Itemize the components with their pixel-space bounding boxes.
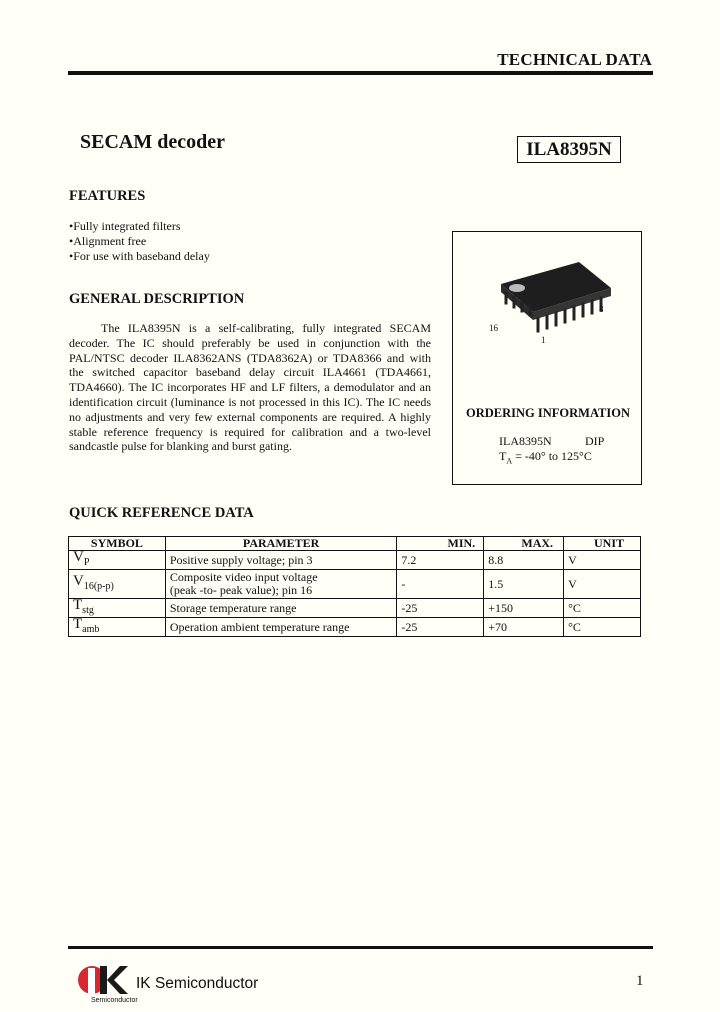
order-part: ILA8395N: [499, 434, 552, 448]
row-unit: °C: [564, 618, 641, 637]
pin-8-label: 8: [599, 304, 604, 314]
table-row: [69, 570, 641, 599]
row-symbol: $T_{amb}$: [69, 618, 166, 637]
pin-16-label: 16: [489, 323, 498, 333]
row-max: 1.5: [484, 570, 564, 599]
table-row: [69, 618, 641, 637]
pin-1-label: 1: [541, 335, 546, 345]
row-unit: °C: [564, 599, 641, 618]
features-heading: FEATURES: [69, 188, 146, 204]
row-max: +150: [484, 599, 564, 618]
part-number-box: ILA8395N: [517, 136, 621, 163]
description-heading: GENERAL DESCRIPTION: [69, 291, 245, 307]
col-parameter: PARAMETER: [165, 537, 396, 551]
row-max: +70: [484, 618, 564, 637]
feature-item: •Fully integrated filters: [69, 219, 181, 233]
page-number: 1: [636, 973, 644, 989]
feature-item: •For use with baseband delay: [69, 248, 210, 263]
logo-lettering: IK: [76, 962, 78, 963]
col-symbol: SYMBOL: [69, 537, 166, 551]
row-unit: V: [564, 570, 641, 599]
package-box: [452, 231, 642, 485]
temp-subscript: A: [506, 456, 513, 466]
logo-subtitle: Semiconductor: [91, 997, 138, 1004]
row-symbol: $V_P$: [69, 551, 166, 570]
row-parameter: Storage temperature range: [165, 599, 396, 618]
row-min: 7.2: [397, 551, 484, 570]
row-symbol: $V_{16(p-p)}$: [69, 570, 166, 599]
dip-package-icon: [483, 252, 623, 352]
row-min: -: [397, 570, 484, 599]
product-title: SECAM decoder: [80, 131, 225, 153]
row-parameter: Composite video input voltage (peak -to- peak value); pin 16: [165, 570, 396, 599]
row-min: -25: [397, 618, 484, 637]
feature-item: •Alignment free: [69, 233, 147, 248]
quick-ref-heading: QUICK REFERENCE DATA: [69, 505, 254, 521]
table-row: [69, 551, 641, 570]
row-max: 8.8: [484, 551, 564, 570]
features-list: [69, 219, 210, 263]
header-title: TECHNICAL DATA: [497, 50, 652, 69]
order-temperature: [499, 449, 592, 465]
col-unit: UNIT: [564, 537, 641, 551]
row-min: -25: [397, 599, 484, 618]
temp-range: = -40° to 125°C: [515, 449, 592, 463]
footer-rule: [68, 946, 653, 949]
table-header-row: [69, 537, 641, 551]
temp-symbol: T: [499, 449, 507, 463]
row-parameter: Operation ambient temperature range: [165, 618, 396, 637]
row-unit: V: [564, 551, 641, 570]
col-min: MIN.: [397, 537, 484, 551]
header-rule: [68, 71, 653, 75]
row-parameter: Positive supply voltage; pin 3: [165, 551, 396, 570]
ik-logo-icon: [76, 962, 132, 998]
col-max: MAX.: [484, 537, 564, 551]
row-symbol: $T_{stg}$: [69, 599, 166, 618]
ordering-heading: ORDERING INFORMATION: [465, 406, 630, 420]
footer-brand: IK Semiconductor: [136, 975, 259, 992]
order-package: DIP: [585, 434, 605, 448]
description-text: The ILA8395N is a self-calibrating, fully integrated SECAM decoder. The IC should preferably be used in conjunction with the PAL/NTSC decoder ILA8362ANS (TDA8362A) or TDA8366 and with the switched capacitor baseband delay circuit ILA4661 (TDA4661, TDA4660). The IC incorporates HF and LF filters, a demodulator and an identification circuit (luminance is not processed in this IC). The IC needs no adjustments and very few external components are required. A highly stable reference frequency is required for calibration and a two-level sandcastle pulse for blanking and burst gating.: [69, 321, 431, 454]
quick-ref-table: [68, 536, 641, 637]
table-row: [69, 599, 641, 618]
